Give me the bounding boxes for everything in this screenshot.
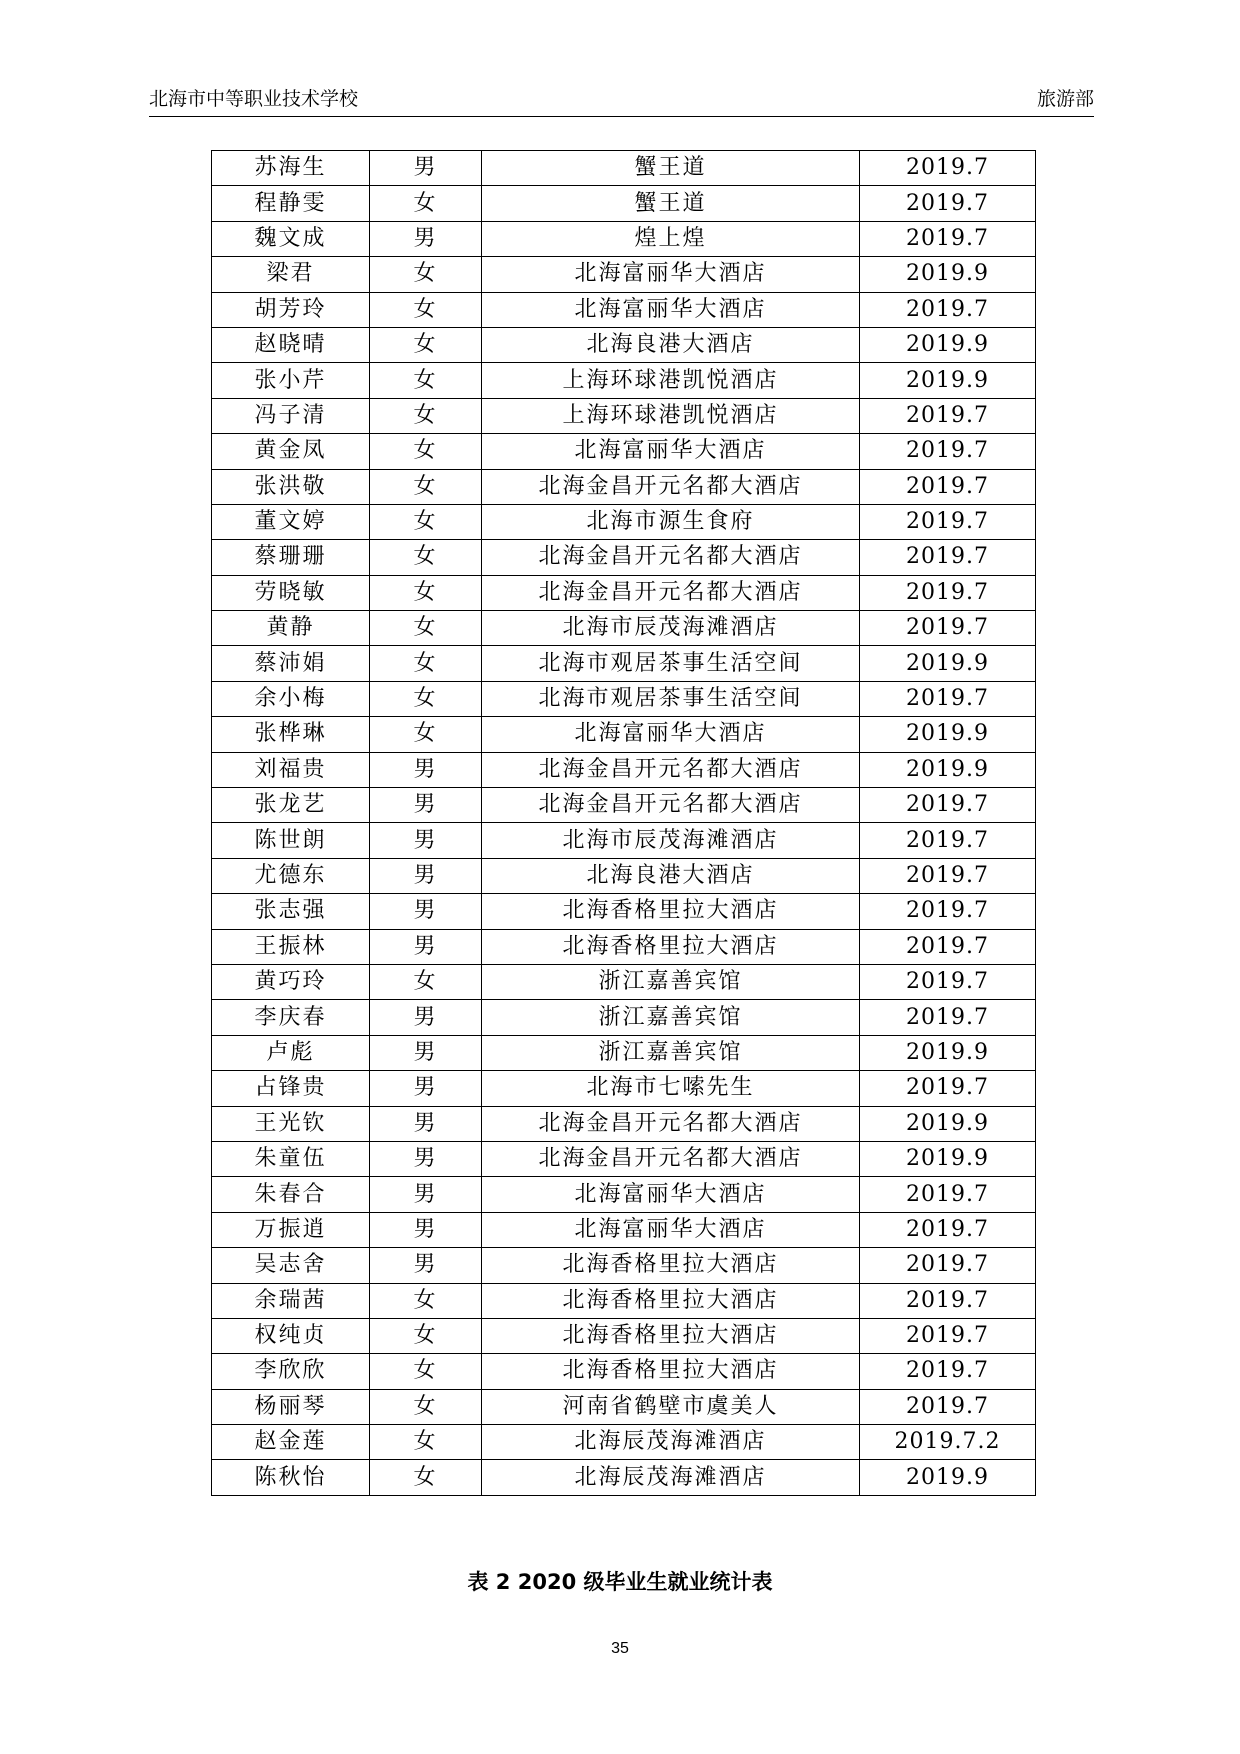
table-row: [212, 681, 1036, 716]
student-name-cell: 张小芹: [212, 363, 370, 398]
gender-cell: 女: [370, 398, 482, 433]
table-row: [212, 1071, 1036, 1106]
page-header: [149, 86, 1094, 117]
employment-date-cell: 2019.7: [860, 221, 1036, 256]
employer-cell: 河南省鹤壁市虞美人: [482, 1389, 860, 1424]
employer-cell: 北海市七嗦先生: [482, 1071, 860, 1106]
gender-cell: 女: [370, 1460, 482, 1495]
gender-cell: 男: [370, 788, 482, 823]
table-row: [212, 929, 1036, 964]
employment-date-cell: 2019.9: [860, 717, 1036, 752]
gender-cell: 女: [370, 469, 482, 504]
student-name-cell: 张志强: [212, 894, 370, 929]
table-row: [212, 752, 1036, 787]
student-name-cell: 魏文成: [212, 221, 370, 256]
gender-cell: 女: [370, 292, 482, 327]
employment-date-cell: 2019.9: [860, 1106, 1036, 1141]
employment-table-body: [212, 151, 1036, 1496]
employment-date-cell: 2019.7: [860, 1212, 1036, 1247]
table-row: [212, 1389, 1036, 1424]
employer-cell: 北海金昌开元名都大酒店: [482, 752, 860, 787]
gender-cell: 男: [370, 151, 482, 186]
employer-cell: 蟹王道: [482, 186, 860, 221]
gender-cell: 女: [370, 1354, 482, 1389]
employment-date-cell: 2019.7: [860, 1354, 1036, 1389]
student-name-cell: 劳晓敏: [212, 575, 370, 610]
employment-date-cell: 2019.7: [860, 964, 1036, 999]
table-row: [212, 540, 1036, 575]
student-name-cell: 冯子清: [212, 398, 370, 433]
employment-date-cell: 2019.7: [860, 292, 1036, 327]
table-row: [212, 1248, 1036, 1283]
gender-cell: 女: [370, 540, 482, 575]
student-name-cell: 赵金莲: [212, 1425, 370, 1460]
student-name-cell: 梁君: [212, 257, 370, 292]
table-row: [212, 611, 1036, 646]
employer-cell: 北海富丽华大酒店: [482, 292, 860, 327]
table-row: [212, 398, 1036, 433]
gender-cell: 男: [370, 894, 482, 929]
gender-cell: 男: [370, 823, 482, 858]
employment-date-cell: 2019.7: [860, 1000, 1036, 1035]
table-row: [212, 327, 1036, 362]
student-name-cell: 占锋贵: [212, 1071, 370, 1106]
employment-date-cell: 2019.9: [860, 327, 1036, 362]
student-name-cell: 董文婷: [212, 504, 370, 539]
employer-cell: 北海市观居茶事生活空间: [482, 646, 860, 681]
employer-cell: 蟹王道: [482, 151, 860, 186]
gender-cell: 女: [370, 327, 482, 362]
gender-cell: 女: [370, 1425, 482, 1460]
student-name-cell: 朱童伍: [212, 1141, 370, 1176]
student-name-cell: 万振逍: [212, 1212, 370, 1247]
gender-cell: 女: [370, 186, 482, 221]
employment-date-cell: 2019.7: [860, 186, 1036, 221]
gender-cell: 女: [370, 717, 482, 752]
employment-date-cell: 2019.7: [860, 1318, 1036, 1353]
employer-cell: 北海香格里拉大酒店: [482, 1248, 860, 1283]
table-row: [212, 717, 1036, 752]
gender-cell: 男: [370, 1035, 482, 1070]
employer-cell: 北海香格里拉大酒店: [482, 929, 860, 964]
employer-cell: 上海环球港凯悦酒店: [482, 363, 860, 398]
table-row: [212, 788, 1036, 823]
student-name-cell: 杨丽琴: [212, 1389, 370, 1424]
employment-date-cell: 2019.7: [860, 469, 1036, 504]
employer-cell: 上海环球港凯悦酒店: [482, 398, 860, 433]
gender-cell: 女: [370, 1389, 482, 1424]
employment-date-cell: 2019.7: [860, 823, 1036, 858]
student-name-cell: 黄金凤: [212, 434, 370, 469]
employment-date-cell: 2019.7: [860, 788, 1036, 823]
student-name-cell: 朱春合: [212, 1177, 370, 1212]
table-row: [212, 1035, 1036, 1070]
student-name-cell: 蔡沛娟: [212, 646, 370, 681]
employer-cell: 北海香格里拉大酒店: [482, 1283, 860, 1318]
gender-cell: 男: [370, 858, 482, 893]
employment-date-cell: 2019.9: [860, 1141, 1036, 1176]
gender-cell: 女: [370, 575, 482, 610]
employer-cell: 北海金昌开元名都大酒店: [482, 788, 860, 823]
employment-table: [211, 150, 1036, 1496]
table-row: [212, 363, 1036, 398]
student-name-cell: 程静雯: [212, 186, 370, 221]
gender-cell: 女: [370, 434, 482, 469]
student-name-cell: 苏海生: [212, 151, 370, 186]
employer-cell: 浙江嘉善宾馆: [482, 1000, 860, 1035]
table-row: [212, 292, 1036, 327]
gender-cell: 女: [370, 504, 482, 539]
table-row: [212, 1177, 1036, 1212]
student-name-cell: 余瑞茜: [212, 1283, 370, 1318]
table-row: [212, 221, 1036, 256]
table-row: [212, 151, 1036, 186]
employment-date-cell: 2019.9: [860, 1035, 1036, 1070]
gender-cell: 女: [370, 363, 482, 398]
employer-cell: 北海金昌开元名都大酒店: [482, 1106, 860, 1141]
employment-date-cell: 2019.7: [860, 434, 1036, 469]
gender-cell: 男: [370, 221, 482, 256]
employer-cell: 北海金昌开元名都大酒店: [482, 1141, 860, 1176]
gender-cell: 男: [370, 752, 482, 787]
employer-cell: 北海市辰茂海滩酒店: [482, 823, 860, 858]
student-name-cell: 卢彪: [212, 1035, 370, 1070]
table-row: [212, 823, 1036, 858]
table-row: [212, 1425, 1036, 1460]
department-name: 旅游部: [1036, 88, 1094, 110]
employment-date-cell: 2019.9: [860, 363, 1036, 398]
table-row: [212, 858, 1036, 893]
table-row: [212, 257, 1036, 292]
table-row: [212, 964, 1036, 999]
gender-cell: 女: [370, 611, 482, 646]
employer-cell: 北海香格里拉大酒店: [482, 1354, 860, 1389]
employer-cell: 北海良港大酒店: [482, 858, 860, 893]
employment-date-cell: 2019.7: [860, 398, 1036, 433]
employer-cell: 北海市辰茂海滩酒店: [482, 611, 860, 646]
gender-cell: 男: [370, 929, 482, 964]
gender-cell: 女: [370, 681, 482, 716]
employer-cell: 北海富丽华大酒店: [482, 717, 860, 752]
employer-cell: 北海金昌开元名都大酒店: [482, 469, 860, 504]
gender-cell: 女: [370, 646, 482, 681]
table-row: [212, 186, 1036, 221]
employment-date-cell: 2019.7: [860, 540, 1036, 575]
student-name-cell: 黄静: [212, 611, 370, 646]
table-row: [212, 1354, 1036, 1389]
table-row: [212, 504, 1036, 539]
student-name-cell: 李欣欣: [212, 1354, 370, 1389]
table-row: [212, 1283, 1036, 1318]
student-name-cell: 王振林: [212, 929, 370, 964]
employment-date-cell: 2019.7: [860, 1248, 1036, 1283]
employment-date-cell: 2019.9: [860, 1460, 1036, 1495]
employer-cell: 北海富丽华大酒店: [482, 434, 860, 469]
employment-date-cell: 2019.7: [860, 894, 1036, 929]
employer-cell: 北海市源生食府: [482, 504, 860, 539]
employer-cell: 北海金昌开元名都大酒店: [482, 540, 860, 575]
student-name-cell: 张桦琳: [212, 717, 370, 752]
student-name-cell: 吴志舍: [212, 1248, 370, 1283]
gender-cell: 女: [370, 1318, 482, 1353]
employer-cell: 浙江嘉善宾馆: [482, 964, 860, 999]
gender-cell: 女: [370, 257, 482, 292]
table-row: [212, 646, 1036, 681]
student-name-cell: 陈世朗: [212, 823, 370, 858]
student-name-cell: 余小梅: [212, 681, 370, 716]
student-name-cell: 尤德东: [212, 858, 370, 893]
gender-cell: 男: [370, 1141, 482, 1176]
gender-cell: 女: [370, 964, 482, 999]
table-row: [212, 434, 1036, 469]
employment-date-cell: 2019.7: [860, 575, 1036, 610]
gender-cell: 男: [370, 1106, 482, 1141]
employment-date-cell: 2019.7: [860, 858, 1036, 893]
employment-date-cell: 2019.9: [860, 752, 1036, 787]
employment-date-cell: 2019.7: [860, 1177, 1036, 1212]
gender-cell: 男: [370, 1248, 482, 1283]
gender-cell: 女: [370, 1283, 482, 1318]
employment-date-cell: 2019.7: [860, 1283, 1036, 1318]
student-name-cell: 王光钦: [212, 1106, 370, 1141]
employment-date-cell: 2019.7: [860, 1071, 1036, 1106]
table-caption: 表 2 2020 级毕业生就业统计表: [467, 1570, 773, 1594]
employer-cell: 北海市观居茶事生活空间: [482, 681, 860, 716]
employment-date-cell: 2019.7.2: [860, 1425, 1036, 1460]
employment-date-cell: 2019.9: [860, 646, 1036, 681]
table-row: [212, 1141, 1036, 1176]
table-row: [212, 1000, 1036, 1035]
gender-cell: 男: [370, 1177, 482, 1212]
employment-date-cell: 2019.7: [860, 1389, 1036, 1424]
employment-date-cell: 2019.7: [860, 681, 1036, 716]
student-name-cell: 刘福贵: [212, 752, 370, 787]
employment-date-cell: 2019.7: [860, 929, 1036, 964]
student-name-cell: 陈秋怡: [212, 1460, 370, 1495]
employer-cell: 北海良港大酒店: [482, 327, 860, 362]
table-row: [212, 469, 1036, 504]
page-number: 35: [611, 1640, 629, 1657]
employer-cell: 北海富丽华大酒店: [482, 1177, 860, 1212]
employer-cell: 浙江嘉善宾馆: [482, 1035, 860, 1070]
employer-cell: 北海香格里拉大酒店: [482, 894, 860, 929]
table-row: [212, 575, 1036, 610]
employer-cell: 北海香格里拉大酒店: [482, 1318, 860, 1353]
gender-cell: 男: [370, 1071, 482, 1106]
table-row: [212, 894, 1036, 929]
table-row: [212, 1212, 1036, 1247]
student-name-cell: 胡芳玲: [212, 292, 370, 327]
employment-date-cell: 2019.7: [860, 151, 1036, 186]
table-row: [212, 1106, 1036, 1141]
employer-cell: 北海辰茂海滩酒店: [482, 1425, 860, 1460]
student-name-cell: 权纯贞: [212, 1318, 370, 1353]
table-row: [212, 1318, 1036, 1353]
student-name-cell: 赵晓晴: [212, 327, 370, 362]
employer-cell: 北海富丽华大酒店: [482, 257, 860, 292]
student-name-cell: 黄巧玲: [212, 964, 370, 999]
student-name-cell: 张龙艺: [212, 788, 370, 823]
employment-date-cell: 2019.7: [860, 611, 1036, 646]
school-name: 北海市中等职业技术学校: [149, 88, 359, 110]
employer-cell: 煌上煌: [482, 221, 860, 256]
employer-cell: 北海富丽华大酒店: [482, 1212, 860, 1247]
employment-date-cell: 2019.7: [860, 504, 1036, 539]
employer-cell: 北海金昌开元名都大酒店: [482, 575, 860, 610]
table-row: [212, 1460, 1036, 1495]
student-name-cell: 蔡珊珊: [212, 540, 370, 575]
gender-cell: 男: [370, 1000, 482, 1035]
student-name-cell: 张洪敬: [212, 469, 370, 504]
employment-date-cell: 2019.9: [860, 257, 1036, 292]
gender-cell: 男: [370, 1212, 482, 1247]
student-name-cell: 李庆春: [212, 1000, 370, 1035]
employer-cell: 北海辰茂海滩酒店: [482, 1460, 860, 1495]
